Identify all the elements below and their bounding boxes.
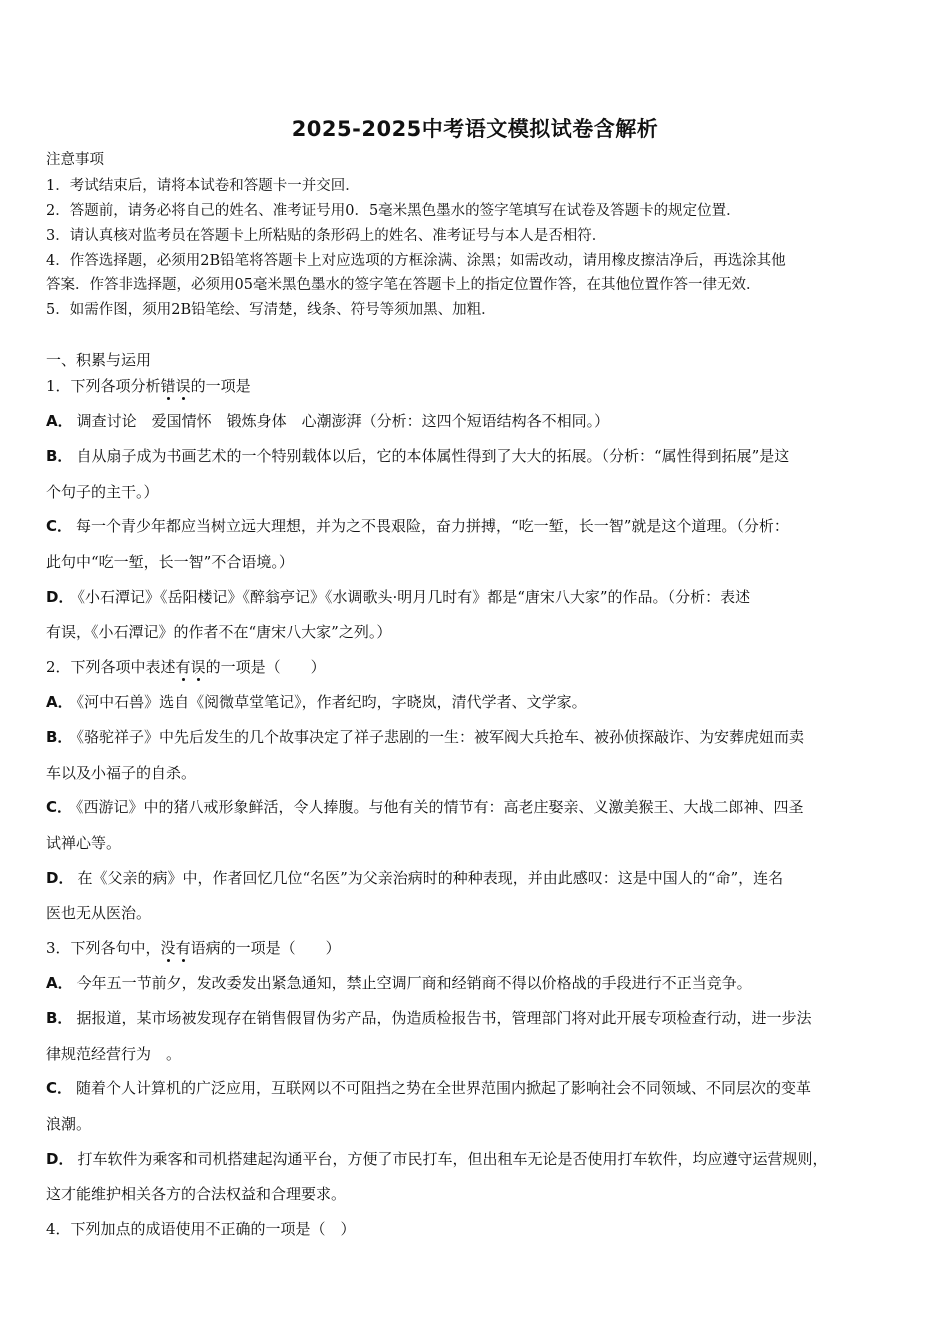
question-3-option-c: C． 随着个人计算机的广泛应用，互联网以不可阻挡之势在全世界范围内掀起了影响社会不同领域、不同层次的变革 [46, 1079, 812, 1097]
notice-item: 3．请认真核对监考员在答题卡上所粘贴的条形码上的姓名、准考证号与本人是否相符． [46, 228, 607, 244]
question-3-option-b-cont: 律规范经营行为 。 [46, 1045, 182, 1063]
notice-item: 4．作答选择题，必须用2B铅笔将答题卡上对应选项的方框涂满、涂黑；如需改动，请用橡皮擦洁净后，再选涂其他 [46, 253, 786, 269]
notice-item: 2．答题前，请务必将自己的姓名、准考证号用0．5毫米黑色墨水的签字笔填写在试卷及答题卡的规定位置． [46, 203, 741, 219]
page-title: 2025-2025中考语文模拟试卷含解析 [291, 117, 659, 141]
question-2-stem: 2．下列各项中表述有误的一项是（ ） [46, 658, 326, 676]
question-2-option-d-cont: 医也无从医治。 [46, 904, 152, 922]
emphasis-dot-char: 有 [175, 939, 191, 957]
question-3-option-d: D． 打车软件为乘客和司机搭建起沟通平台，方便了市民打车，但出租车无论是否使用打车软件，均应遵守运营规则， [46, 1150, 828, 1168]
question-2-option-b: B． 《骆驼祥子》中先后发生的几个故事决定了祥子悲剧的一生：被军阀大兵抢车、被孙侦探敲诈、为安葬虎妞而卖 [46, 728, 804, 746]
question-1-option-b-cont: 个句子的主干。） [46, 483, 159, 501]
question-2-option-c-cont: 试禅心等。 [46, 834, 122, 852]
question-1-option-c: C． 每一个青少年都应当树立远大理想，并为之不畏艰险，奋力拼搏，“吃一堑，长一智”就是这个道理。（分析： [46, 517, 789, 535]
question-3-option-b: B． 据报道，某市场被发现存在销售假冒伪劣产品，伪造质检报告书，管理部门将对此开展专项检查行动，进一步法 [46, 1009, 812, 1027]
question-1-option-b: B． 自从扇子成为书画艺术的一个特别载体以后，它的本体属性得到了大大的拓展。（分析：“属性得到拓展”是这 [46, 447, 790, 465]
question-3-option-d-cont: 这才能维护相关各方的合法权益和合理要求。 [46, 1185, 347, 1203]
emphasis-dot-char: 误 [175, 377, 191, 395]
question-1-option-a: A． 调查讨论 爱国情怀 锻炼身体 心潮澎湃（分析：这四个短语结构各不相同。） [46, 412, 610, 430]
emphasis-dot-char: 有 [175, 658, 191, 676]
question-3-option-c-cont: 浪潮。 [46, 1115, 92, 1133]
emphasis-dot-char: 误 [190, 658, 206, 676]
question-3-option-a: A． 今年五一节前夕，发改委发出紧急通知，禁止空调厂商和经销商不得以价格战的手段进行不正当竞争。 [46, 974, 752, 992]
notice-item: 5．如需作图，须用2B铅笔绘、写清楚，线条、符号等须加黑、加粗． [46, 302, 496, 318]
notice-item: 答案．作答非选择题，必须用05毫米黑色墨水的签字笔在答题卡上的指定位置作答，在其他位置作答一律无效． [46, 277, 761, 293]
question-2-option-c: C． 《西游记》中的猪八戒形象鲜活，令人捧腹。与他有关的情节有：高老庄娶亲、义激美猴王、大战二郎神、四圣 [46, 798, 804, 816]
emphasis-dot-char: 错 [160, 377, 176, 395]
question-2-option-a: A． 《河中石兽》选自《阅微草堂笔记》，作者纪昀，字晓岚，清代学者、文学家。 [46, 693, 587, 711]
question-1-option-c-cont: 此句中“吃一堑，长一智”不合语境。） [46, 553, 294, 571]
emphasis-dot-char: 没 [160, 939, 176, 957]
question-2-option-b-cont: 车以及小福子的自杀。 [46, 764, 197, 782]
question-1-option-d: D． 《小石潭记》《岳阳楼记》《醉翁亭记》《水调歌头·明月几时有》都是“唐宋八大家”的作品。（分析：表述 [46, 588, 751, 606]
notice-item: 1．考试结束后，请将本试卷和答题卡一并交回． [46, 178, 360, 194]
notice-heading: 注意事项 [46, 152, 104, 168]
question-4-stem: 4．下列加点的成语使用不正确的一项是（ ） [46, 1220, 356, 1238]
question-3-stem: 3．下列各句中，没有语病的一项是（ ） [46, 939, 341, 957]
question-1-stem: 1．下列各项分析错误的一项是 [46, 377, 251, 395]
question-2-option-d: D． 在《父亲的病》中，作者回忆几位“名医”为父亲治病时的种种表现，并由此感叹：这是中国人的“命”，连名 [46, 869, 784, 887]
question-1-option-d-cont: 有误，《小石潭记》的作者不在“唐宋八大家”之列。） [46, 623, 392, 641]
section-heading: 一、积累与运用 [46, 351, 152, 369]
